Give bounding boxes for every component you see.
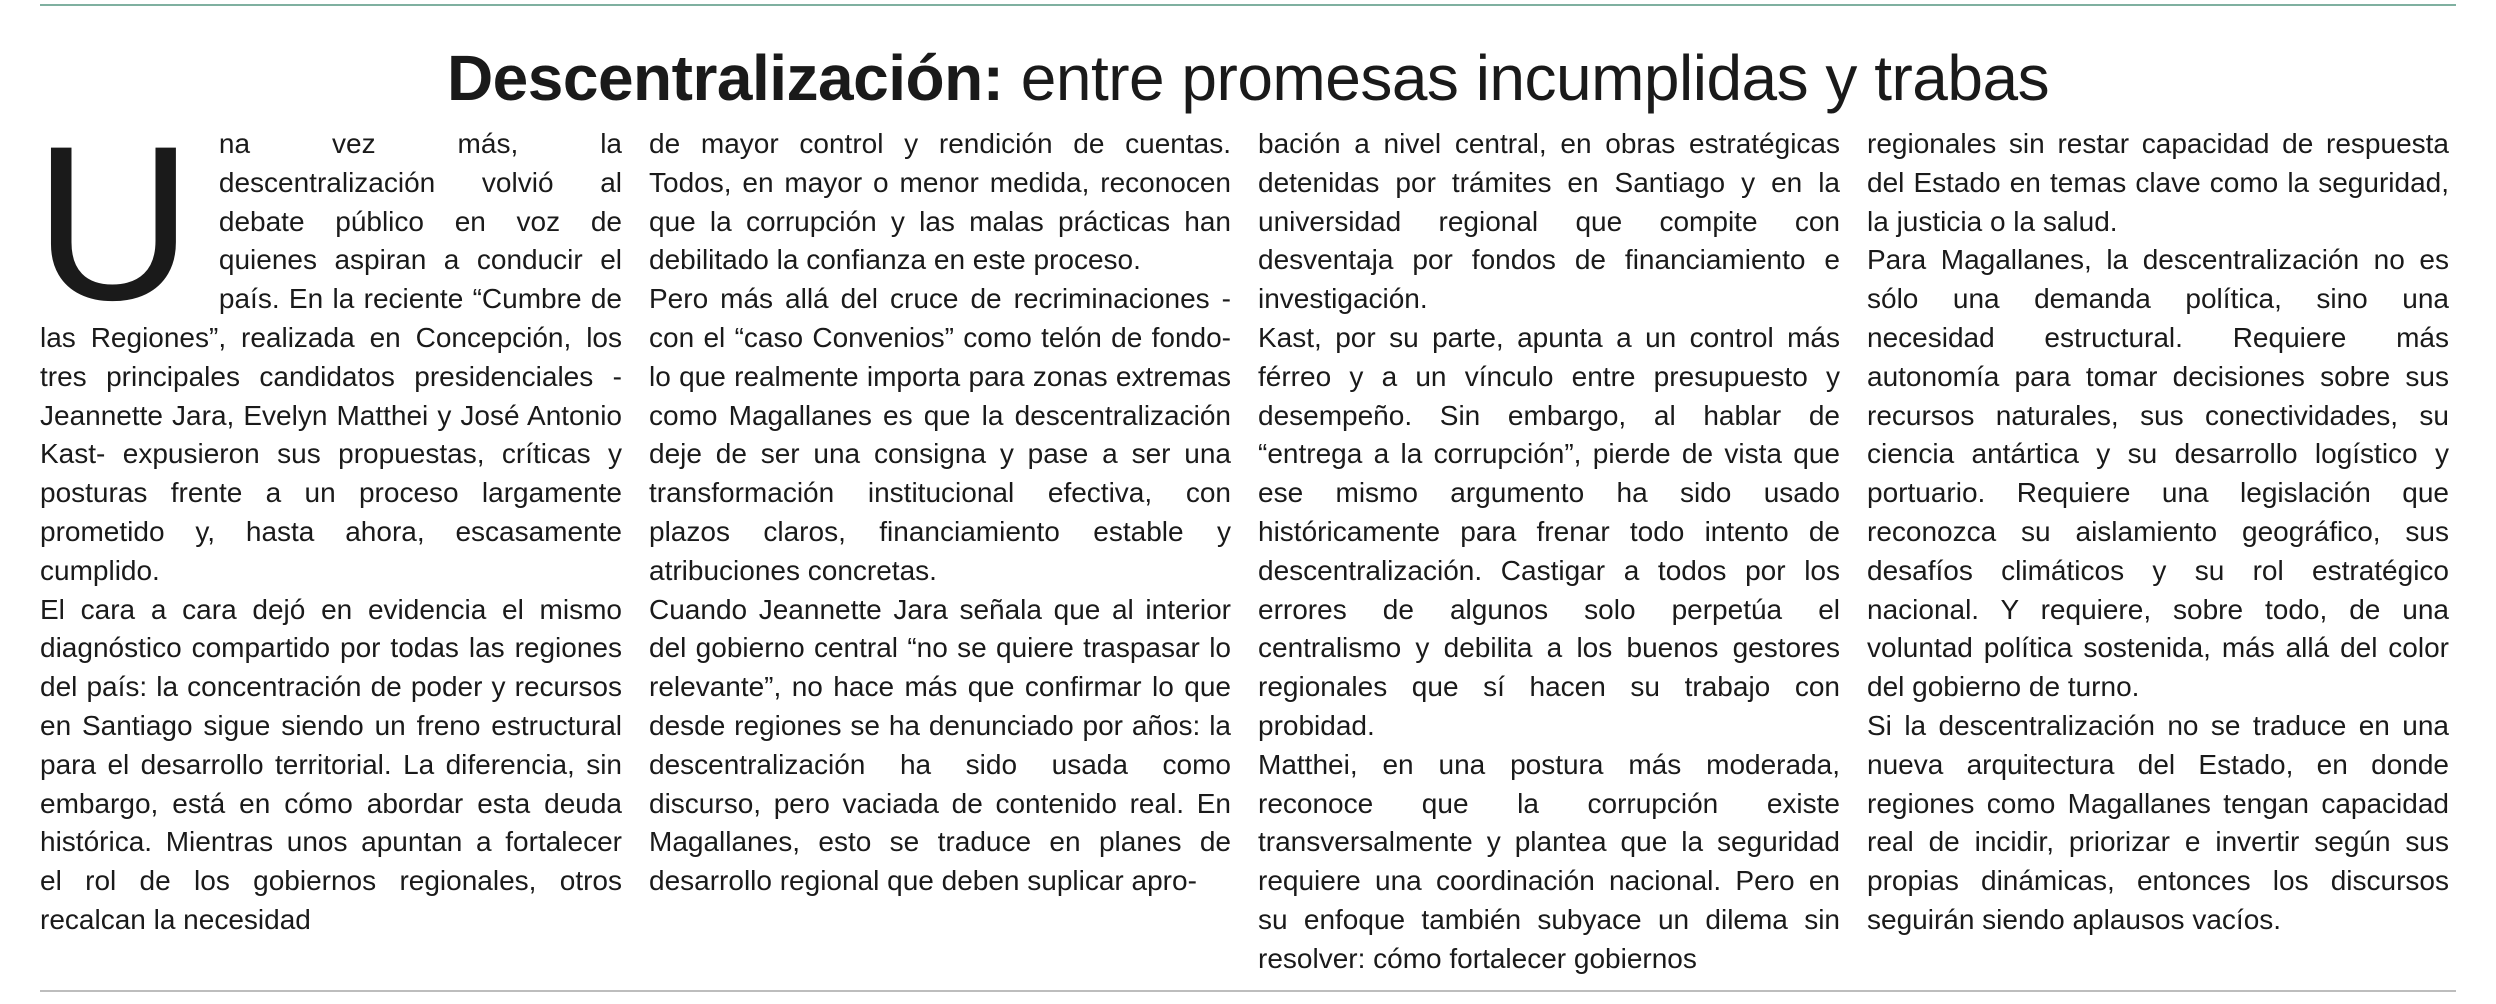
- headline: [0, 38, 2496, 118]
- paragraph: [34, 100, 622, 591]
- article-body: [34, 100, 2450, 979]
- paragraph: Si la descentralización no se traduce en una nueva arquitectura del Estado, en donde regiones como Magallanes tengan capacidad real de incidir, priorizar e invertir según sus propias dinámicas, entonces los discursos seguirán siendo aplausos vacíos.: [1867, 709, 2449, 935]
- article-column-3: [1258, 125, 1840, 979]
- article-column-4: [1867, 125, 2449, 979]
- article-column-1: [34, 100, 622, 979]
- headline-bold: Descentralización:: [446, 42, 1004, 114]
- paragraph-text: na vez más, la descentralización volvió al debate público en voz de quienes aspiran a conducir el país. En la reciente “Cumbre de las Regiones”, realizada en Concepción, los tres principales candidatos presidenciales -Jeannette Jara, Evelyn Matthei y José Antonio Kast- expusieron sus propuestas, críticas y posturas frente a un proceso largamente prometido y, hasta ahora, escasamente cumplido.: [40, 128, 622, 586]
- bottom-divider: [40, 990, 2456, 992]
- paragraph: Cuando Jeannette Jara señala que al interior del gobierno central “no se quiere traspasar lo relevante”, no hace más que confirmar lo que desde regiones se ha denunciado por años: la descentralización ha sido usada como discurso, pero vaciada de contenido real. En Magallanes, esto se traduce en planes de desarrollo regional que deben suplicar apro-: [649, 593, 1231, 897]
- paragraph: de mayor control y rendición de cuentas. Todos, en mayor o menor medida, reconocen que la corrupción y las malas prácticas han debilitado la confianza en este proceso.: [649, 128, 1231, 276]
- top-divider: [40, 4, 2456, 6]
- headline-light: entre promesas incumplidas y trabas: [1020, 42, 2050, 114]
- drop-cap: U: [34, 100, 193, 346]
- paragraph: Pero más allá del cruce de recriminaciones -con el “caso Convenios” como telón de fondo- lo que realmente importa para zonas extremas como Magallanes es que la descentralización deje de ser una consigna y pase a ser una transformación institucional efectiva, con plazos claros, financiamiento estable y atribuciones concretas.: [649, 283, 1231, 586]
- paragraph: bación a nivel central, en obras estratégicas detenidas por trámites en Santiago y en la universidad regional que compite con desventaja por fondos de financiamiento e investigación.: [1258, 128, 1840, 315]
- paragraph: regionales sin restar capacidad de respuesta del Estado en temas clave como la seguridad, la justicia o la salud.: [1867, 128, 2449, 237]
- paragraph: Kast, por su parte, apunta a un control más férreo y a un vínculo entre presupuesto y desempeño. Sin embargo, al hablar de “entrega a la corrupción”, pierde de vista que ese mismo argumento ha sido usado históricamente para frenar todo intento de descentralización. Castigar a todos por los errores de algunos solo perpetúa el centralismo y debilita a los buenos gestores regionales que sí hacen su trabajo con probidad.: [1258, 321, 1840, 741]
- paragraph: Matthei, en una postura más moderada, reconoce que la corrupción existe transversalmente y plantea que la seguridad requiere una coordinación nacional. Pero en su enfoque también subyace un dilema sin resolver: cómo fortalecer gobiernos: [1258, 748, 1840, 974]
- article-column-2: [649, 125, 1231, 979]
- paragraph: Para Magallanes, la descentralización no es sólo una demanda política, sino una necesidad estructural. Requiere más autonomía para tomar decisiones sobre sus recursos naturales, sus conectividades, su ciencia antártica y su desarrollo logístico y portuario. Requiere una legislación que reconozca su aislamiento geográfico, sus desafíos climáticos y su rol estratégico nacional. Y requiere, sobre todo, de una voluntad política sostenida, más allá del color del gobierno de turno.: [1867, 244, 2449, 703]
- paragraph: El cara a cara dejó en evidencia el mismo diagnóstico compartido por todas las regiones del país: la concentración de poder y recursos en Santiago sigue siendo un freno estructural para el desarrollo territorial. La diferencia, sin embargo, está en cómo abordar esta deuda histórica. Mientras unos apuntan a fortalecer el rol de los gobiernos regionales, otros recalcan la necesidad: [40, 593, 622, 935]
